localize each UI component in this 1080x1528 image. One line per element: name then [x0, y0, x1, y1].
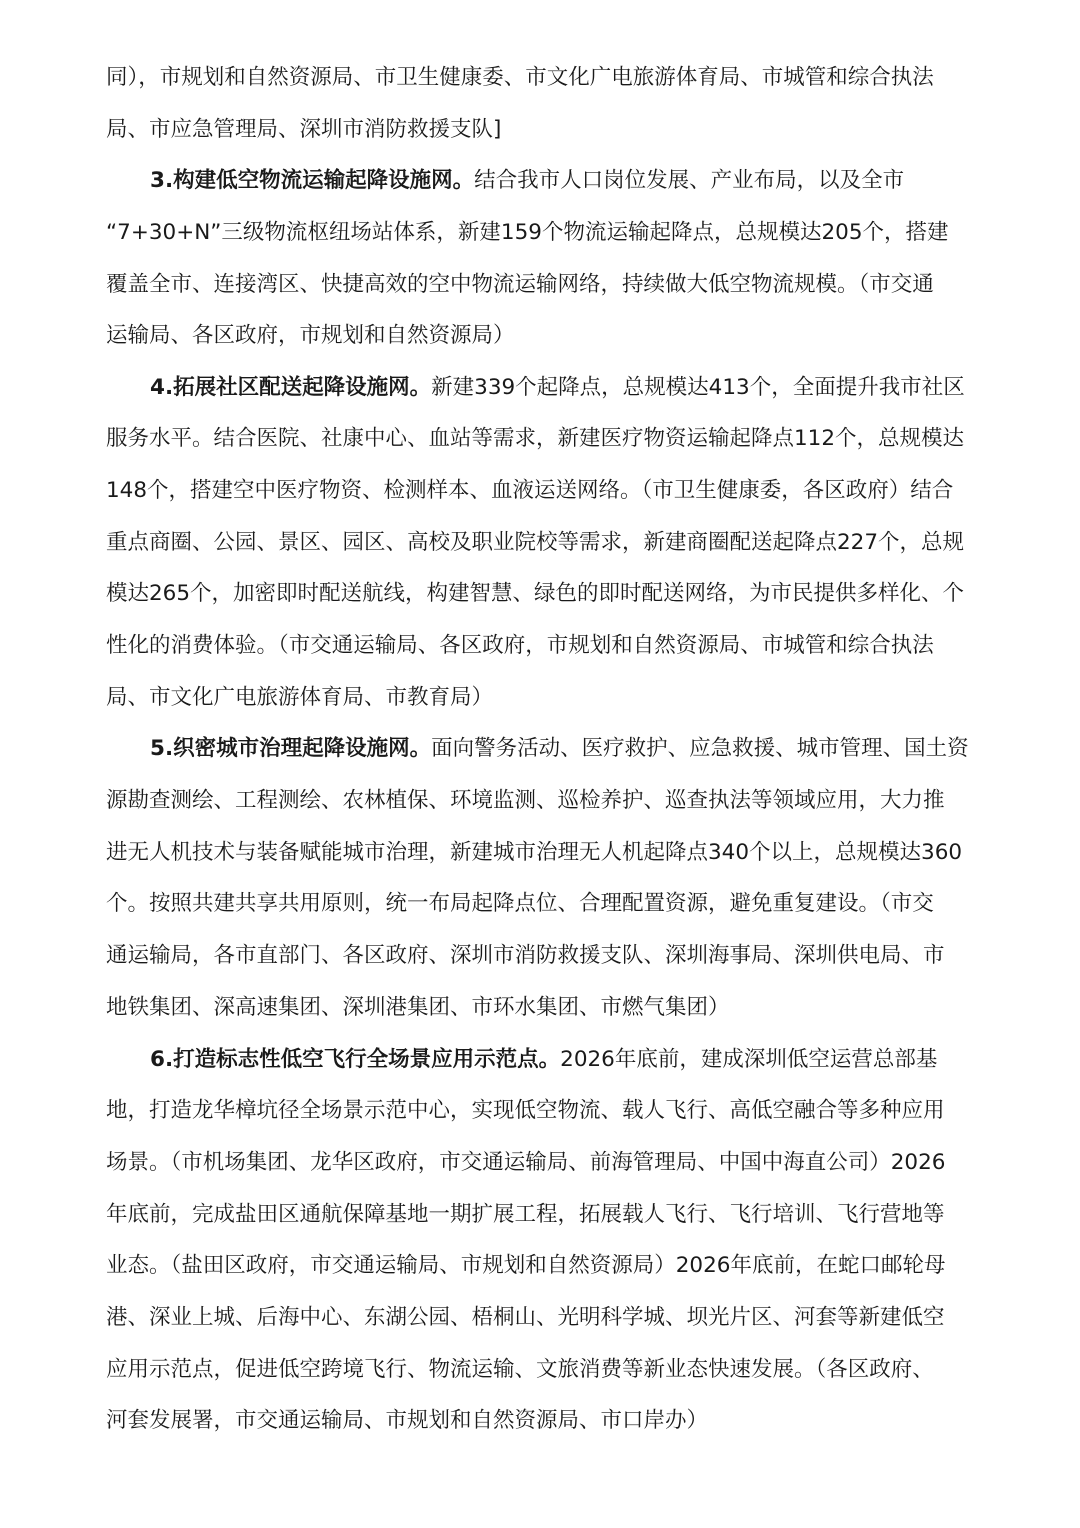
text-line	[106, 1403, 708, 1439]
text-line	[106, 267, 934, 303]
body-text: 河套发展署，市交通运输局、市规划和自然资源局、市口岸办）	[106, 1408, 709, 1433]
body-text: 源勘查测绘、工程测绘、农林植保、环境监测、巡检养护、巡查执法等领域应用，大力推	[106, 788, 945, 813]
text-line	[106, 835, 962, 871]
body-text: 结合我市人口岗位发展、产业布局，以及全市	[474, 168, 905, 193]
text-line	[150, 163, 904, 199]
text-line	[106, 938, 945, 974]
body-text: 通运输局，各市直部门、各区政府、深圳市消防救援支队、深圳海事局、深圳供电局、市	[106, 943, 945, 968]
body-text: 148个，搭建空中医疗物资、检测样本、血液运送网络。（市卫生健康委，各区政府）结合	[106, 478, 954, 503]
text-line	[106, 112, 501, 148]
text-line	[106, 473, 953, 509]
body-text: 应用示范点，促进低空跨境飞行、物流运输、文旅消费等新业态快速发展。（各区政府、	[106, 1357, 934, 1382]
text-line	[106, 60, 934, 96]
text-line	[106, 318, 515, 354]
text-line	[106, 1197, 945, 1233]
section-heading: 5.织密城市治理起降设施网。	[150, 736, 432, 761]
section-heading: 4.拓展社区配送起降设施网。	[150, 375, 432, 400]
body-text: 模达265个，加密即时配送航线，构建智慧、绿色的即时配送网络，为市民提供多样化、个	[106, 581, 965, 606]
body-text: 运输局、各区政府，市规划和自然资源局）	[106, 323, 515, 348]
body-text: 服务水平。结合医院、社康中心、血站等需求，新建医疗物资运输起降点112个，总规模达	[106, 426, 965, 451]
section-heading: 3.构建低空物流运输起降设施网。	[150, 168, 475, 193]
text-line	[106, 628, 934, 664]
body-text: 新建339个起降点，总规模达413个，全面提升我市社区	[431, 375, 965, 400]
body-text: 港、深业上城、后海中心、东湖公园、梧桐山、光明科学城、坝光片区、河套等新建低空	[106, 1305, 945, 1330]
text-line	[106, 215, 949, 251]
text-line	[106, 680, 493, 716]
text-line	[106, 1352, 934, 1388]
body-text: 地，打造龙华樟坑径全场景示范中心，实现低空物流、载人飞行、高低空融合等多种应用	[106, 1098, 945, 1123]
section-heading: 6.打造标志性低空飞行全场景应用示范点。	[150, 1047, 561, 1072]
text-line	[106, 1145, 945, 1181]
body-text: 面向警务活动、医疗救护、应急救援、城市管理、国土资	[431, 736, 969, 761]
body-text: “7+30+N”三级物流枢纽场站体系，新建159个物流运输起降点，总规模达205个，搭建	[106, 220, 949, 245]
body-text: 2026年底前，建成深圳低空运营总部基	[560, 1047, 938, 1072]
text-line	[106, 990, 730, 1026]
body-text: 局、市文化广电旅游体育局、市教育局）	[106, 685, 494, 710]
text-line	[106, 576, 964, 612]
body-text: 场景。（市机场集团、龙华区政府，市交通运输局、前海管理局、中国中海直公司）2026	[106, 1150, 946, 1175]
text-line	[150, 370, 965, 406]
text-line	[106, 1093, 945, 1129]
text-line	[106, 886, 934, 922]
body-text: 同），市规划和自然资源局、市卫生健康委、市文化广电旅游体育局、市城管和综合执法	[106, 65, 934, 90]
body-text: 业态。（盐田区政府，市交通运输局、市规划和自然资源局）2026年底前，在蛇口邮轮母	[106, 1253, 946, 1278]
body-text: 局、市应急管理局、深圳市消防救援支队]	[106, 117, 502, 142]
text-line	[106, 525, 964, 561]
body-text: 性化的消费体验。（市交通运输局、各区政府，市规划和自然资源局、市城管和综合执法	[106, 633, 934, 658]
text-line	[106, 783, 945, 819]
body-text: 年底前，完成盐田区通航保障基地一期扩展工程，拓展载人飞行、飞行培训、飞行营地等	[106, 1202, 945, 1227]
text-line	[150, 731, 969, 767]
body-text: 地铁集团、深高速集团、深圳港集团、市环水集团、市燃气集团）	[106, 995, 730, 1020]
body-text: 个。按照共建共享共用原则，统一布局起降点位、合理配置资源，避免重复建设。（市交	[106, 891, 934, 916]
body-text: 重点商圈、公园、景区、园区、高校及职业院校等需求，新建商圈配送起降点227个，总规	[106, 530, 965, 555]
text-line	[106, 421, 964, 457]
body-text: 覆盖全市、连接湾区、快捷高效的空中物流运输网络，持续做大低空物流规模。（市交通	[106, 272, 934, 297]
body-text: 进无人机技术与装备赋能城市治理，新建城市治理无人机起降点340个以上，总规模达360	[106, 840, 963, 865]
text-line	[106, 1300, 945, 1336]
text-line	[150, 1042, 937, 1078]
text-line	[106, 1248, 945, 1284]
